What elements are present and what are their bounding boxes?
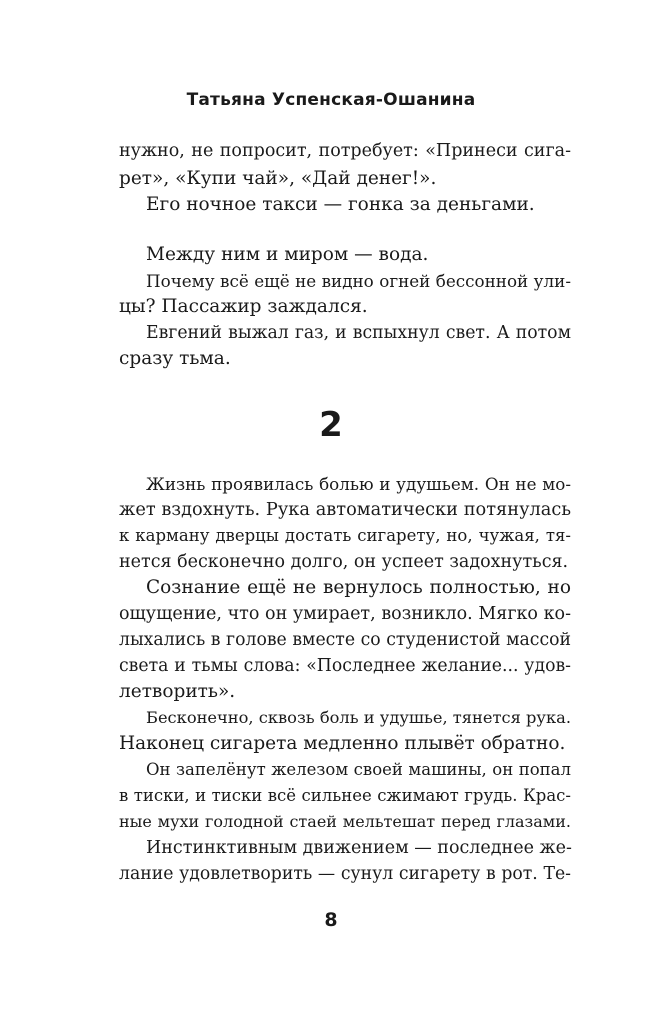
- text-line: ные мухи голодной стаей мельтешат перед глазами.: [119, 812, 571, 831]
- text-line: Он запелёнут железом своей машины, он попал: [146, 760, 571, 779]
- chapter-number: 2: [319, 405, 343, 445]
- text-line: Почему всё ещё не видно огней бессонной ули-: [146, 271, 571, 291]
- page-number: 8: [324, 909, 338, 931]
- text-line: Евгений выжал газ, и вспыхнул свет. А потом: [146, 323, 571, 343]
- text-line: цы? Пассажир заждался.: [119, 296, 368, 317]
- text-line: рет», «Купи чай», «Дай денег!».: [119, 168, 437, 189]
- text-line: света и тьмы слова: «Последнее желание... удов-: [119, 656, 571, 676]
- text-line: Наконец сигарета медленно плывёт обратно.: [119, 733, 566, 754]
- text-line: нужно, не попросит, потребует: «Принеси сига-: [119, 141, 571, 161]
- text-line: летворить».: [119, 681, 236, 702]
- text-line: лание удовлетворить — сунул сигарету в рот. Те-: [119, 864, 571, 884]
- text-line: жет вздохнуть. Рука автоматически потянулась: [119, 500, 571, 520]
- text-line: Сознание ещё не вернулось полностью, но: [146, 577, 571, 598]
- text-line: Инстинктивным движением — последнее же-: [146, 838, 572, 858]
- text-line: ощущение, что он умирает, возникло. Мягко ко-: [119, 604, 571, 624]
- text-line: лыхались в голове вместе со студенистой массой: [119, 630, 571, 650]
- text-line: Между ним и миром — вода.: [146, 244, 429, 265]
- running-header-author: Татьяна Успенская-Ошанина: [186, 90, 476, 110]
- text-line: Его ночное такси — гонка за деньгами.: [146, 194, 535, 215]
- text-line: в тиски, и тиски всё сильнее сжимают грудь. Крас-: [119, 786, 571, 805]
- text-line: Бесконечно, сквозь боль и удушье, тянется рука.: [146, 708, 571, 727]
- text-line: нется бесконечно долго, он успеет задохнуться.: [119, 552, 569, 572]
- text-line: Жизнь проявилась болью и удушьем. Он не мо-: [146, 474, 571, 494]
- text-line: к карману дверцы достать сигарету, но, чужая, тя-: [119, 526, 571, 545]
- text-line: сразу тьма.: [119, 348, 231, 369]
